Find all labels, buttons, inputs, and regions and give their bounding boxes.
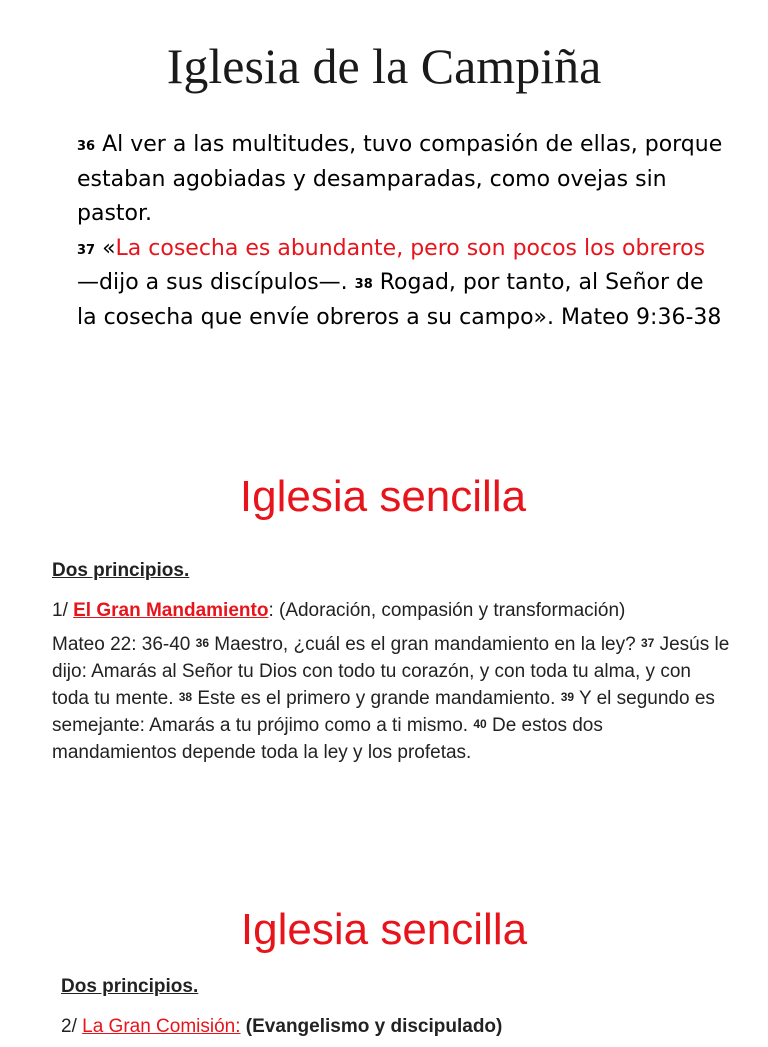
principle-description: : (Adoración, compasión y transformación) — [268, 600, 626, 621]
verse-number: 38 — [178, 690, 193, 704]
section-title: Iglesia sencilla — [239, 472, 527, 521]
page-title: Iglesia de la Campiña — [166, 38, 602, 94]
verse-text: Jesús le dijo: Amarás al Señor tu Dios con todo tu corazón, y con toda tu alma, y con toda tu mente. — [52, 634, 730, 709]
quote-open: « — [95, 235, 116, 261]
principles-heading: Dos principios. — [52, 560, 190, 581]
section-body — [61, 973, 741, 1047]
verse-number: 37 — [640, 636, 655, 650]
principle-item — [52, 597, 732, 624]
principle-item — [61, 1013, 741, 1040]
highlighted-quote: La cosecha es abundante, pero son pocos los obreros — [115, 235, 706, 261]
verse-text: —dijo a sus discípulos—. — [77, 270, 355, 295]
principle-link[interactable]: El Gran Mandamiento — [73, 600, 269, 621]
verse-text: Maestro, ¿cuál es el gran mandamiento en la ley? — [209, 634, 641, 655]
principle-link[interactable]: La Gran Comisión: — [82, 1016, 241, 1037]
verse-text: Y el segundo es semejante: Amarás a tu prójimo como a ti mismo. — [52, 688, 715, 736]
verse-text: Este es el primero y grande mandamiento. — [192, 688, 561, 709]
verse-number: 38 — [354, 277, 373, 292]
verse-text: Al ver a las multitudes, tuvo compasión de ellas, porque estaban agobiadas y desamparadas, como ovejas sin pastor. — [77, 132, 723, 226]
principle-number: 2/ — [61, 1016, 83, 1037]
principle-number: 1/ — [52, 600, 74, 621]
verse-number: 40 — [473, 717, 487, 731]
principle-description: (Evangelismo y discipulado) — [240, 1016, 503, 1037]
verse-passage — [77, 128, 727, 335]
verse-paragraph — [77, 128, 727, 335]
principles-heading: Dos principios. — [61, 976, 199, 997]
verse-number: 37 — [77, 242, 96, 258]
scripture-reference: Mateo 22: 36-40 — [52, 634, 196, 655]
verse-text: De estos dos mandamientos depende toda la ley y los profetas. — [52, 715, 603, 763]
verse-number: 36 — [195, 636, 210, 650]
section-body — [52, 557, 732, 766]
verse-number: 39 — [560, 690, 575, 704]
section-title: Iglesia sencilla — [240, 905, 528, 954]
verse-number: 36 — [77, 139, 96, 154]
verse-text: Rogad, por tanto, al Señor de la cosecha que envíe obreros a su campo». Mateo 9:36-38 — [77, 270, 722, 330]
scripture-quote — [52, 631, 732, 766]
